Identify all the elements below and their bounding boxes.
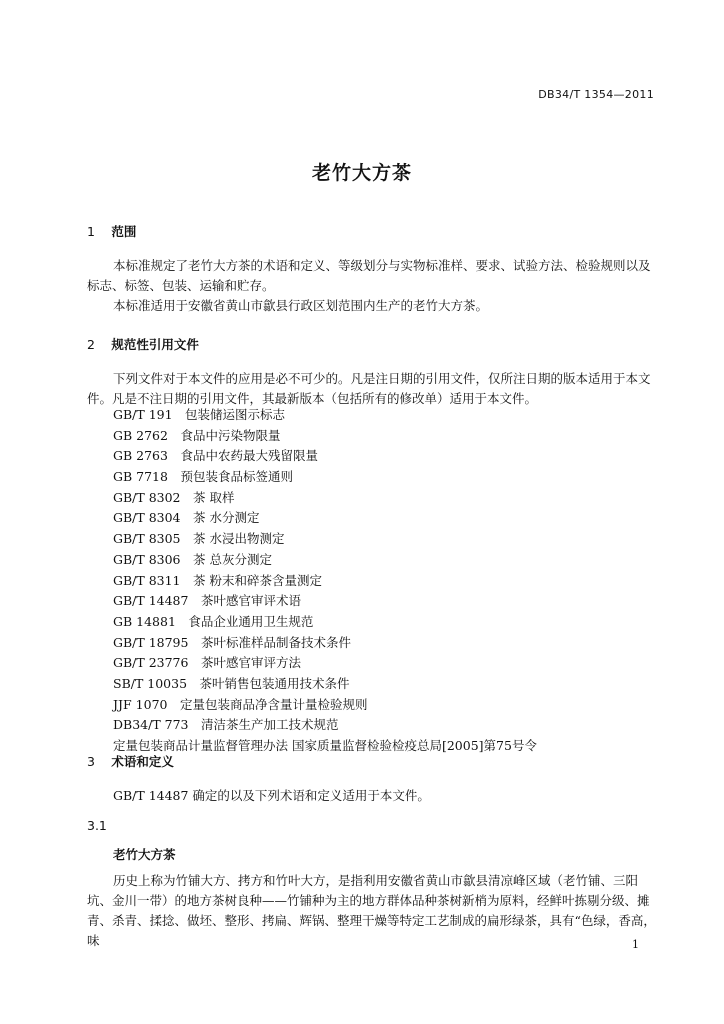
- subsection-3-1-number: [87, 818, 107, 833]
- scope-paragraph-2: [87, 296, 657, 316]
- terms-intro-text: GB/T 14487 确定的以及下列术语和定义适用于本文件。: [113, 788, 430, 803]
- reference-item: DB34/T 773 清洁茶生产加工技术规范: [113, 717, 339, 733]
- section-3-title: 术语和定义: [111, 754, 174, 769]
- section-2-heading: [87, 335, 199, 353]
- reference-item: GB 14881 食品企业通用卫生规范: [113, 613, 314, 629]
- terms-intro: [87, 786, 657, 806]
- reference-item: GB/T 8306 茶 总灰分测定: [113, 551, 272, 567]
- document-title: 老竹大方茶: [311, 162, 412, 184]
- scope-text-1: 本标准规定了老竹大方茶的术语和定义、等级划分与实物标准样、要求、试验方法、检验规则以及标志、标签、包装、运输和贮存。: [87, 258, 651, 293]
- term-definition-text: 历史上称为竹铺大方、拷方和竹叶大方，是指利用安徽省黄山市歙县清凉峰区域（老竹铺、三阳坑、金川一带）的地方茶树良种——竹铺种为主的地方群体品种茶树新梢为原料，经鲜叶拣剔分级、摊青、杀青、揉捻、做坯、整形、拷扁、辉锅、整理干燥等特定工艺制成的扁形绿茶，具有“色绿，香高，味: [87, 873, 656, 948]
- reference-item: GB/T 23776 茶叶感官审评方法: [113, 655, 301, 671]
- reference-item: GB 2763 食品中农药最大残留限量: [113, 448, 318, 464]
- reference-item: 定量包装商品计量监督管理办法 国家质量监督检验检疫总局[2005]第75号令: [113, 738, 537, 753]
- section-1-number: 1: [87, 224, 95, 239]
- reference-item: GB/T 8311 茶 粉末和碎茶含量测定: [113, 572, 322, 588]
- reference-item: GB 2762 食品中污染物限量: [113, 427, 281, 443]
- section-3-number: 3: [87, 754, 95, 769]
- term-definition: [87, 871, 657, 951]
- reference-list: [113, 405, 537, 757]
- references-intro-text: 下列文件对于本文件的应用是必不可少的。凡是注日期的引用文件，仅所注日期的版本适用于本文件。凡是不注日期的引用文件，其最新版本（包括所有的修改单）适用于本文件。: [87, 371, 651, 406]
- section-2-number: 2: [87, 337, 95, 352]
- standard-code: DB34/T 1354—2011: [538, 88, 654, 101]
- reference-item: GB/T 8302 茶 取样: [113, 489, 235, 505]
- scope-paragraph-1: [87, 256, 657, 296]
- reference-item: GB/T 8304 茶 水分测定: [113, 510, 260, 526]
- reference-item: GB/T 18795 茶叶标准样品制备技术条件: [113, 634, 351, 650]
- section-3-heading: [87, 752, 174, 770]
- references-intro: [87, 369, 657, 409]
- term-name: 老竹大方茶: [113, 847, 176, 862]
- section-1-heading: [87, 222, 136, 240]
- reference-item: GB/T 191 包装储运图示标志: [113, 407, 286, 422]
- reference-item: JJF 1070 定量包装商品净含量计量检验规则: [113, 696, 368, 712]
- section-1-title: 范围: [111, 224, 137, 239]
- page-number: 1: [632, 938, 639, 951]
- section-2-title: 规范性引用文件: [111, 337, 199, 352]
- reference-item: GB/T 14487 茶叶感官审评术语: [113, 593, 301, 609]
- reference-item: GB/T 8305 茶 水浸出物测定: [113, 531, 285, 547]
- subsection-number: 3.1: [87, 818, 107, 833]
- scope-text-2: 本标准适用于安徽省黄山市歙县行政区划范围内生产的老竹大方茶。: [113, 298, 489, 313]
- reference-item: GB 7718 预包装食品标签通则: [113, 469, 293, 485]
- reference-item: SB/T 10035 茶叶销售包装通用技术条件: [113, 675, 350, 691]
